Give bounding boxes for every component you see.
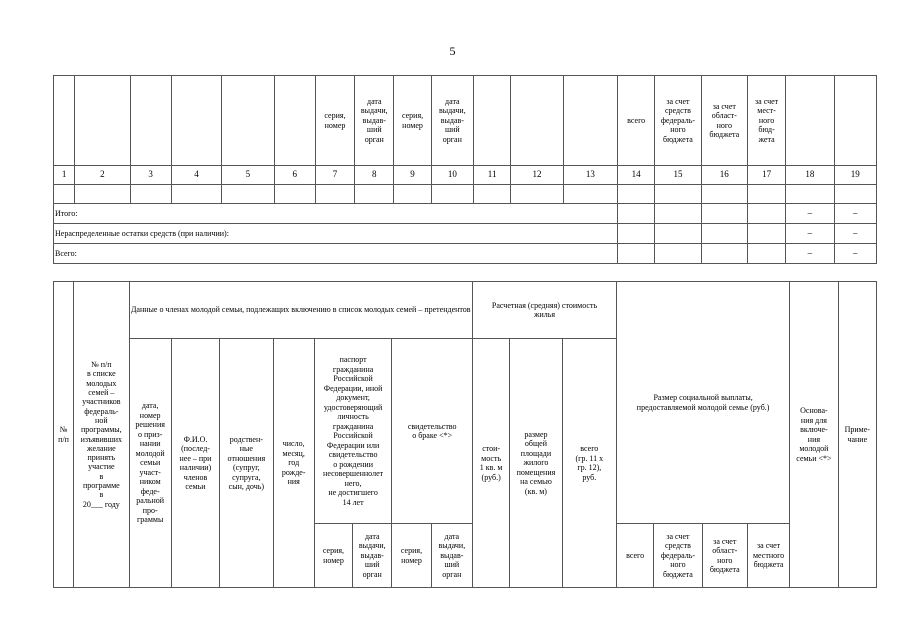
families-table-header bbox=[53, 281, 877, 588]
header-cell bbox=[511, 76, 563, 166]
header-row bbox=[54, 76, 877, 166]
column-number: 11 bbox=[473, 166, 510, 185]
column-number: 6 bbox=[274, 166, 315, 185]
column-number: 18 bbox=[786, 166, 834, 185]
header-local: за счет мест- ного бюд- жета bbox=[747, 76, 785, 166]
empty-cell bbox=[130, 185, 171, 204]
empty-cell bbox=[355, 185, 394, 204]
col-number-header: № п/п bbox=[54, 282, 74, 588]
summary-cell bbox=[747, 244, 785, 264]
empty-cell bbox=[473, 185, 510, 204]
column-number: 19 bbox=[834, 166, 876, 185]
summary-cell bbox=[747, 204, 785, 224]
summary-cell bbox=[701, 204, 747, 224]
column-number: 3 bbox=[130, 166, 171, 185]
cost-group-header: Расчетная (средняя) стоимость жилья bbox=[473, 282, 617, 339]
members-group-header: Данные о членах молодой семьи, подлежащих включению в список молодых семей – претендентов bbox=[129, 282, 472, 339]
payment-group-header: Размер социальной выплаты, предоставляемой молодой семье (руб.) bbox=[617, 282, 790, 524]
header-cell bbox=[786, 76, 834, 166]
summary-label: Итого: bbox=[54, 204, 618, 224]
column-number: 12 bbox=[511, 166, 563, 185]
summary-row-total bbox=[54, 204, 877, 224]
summary-cell bbox=[655, 244, 701, 264]
empty-cell bbox=[701, 185, 747, 204]
grounds-header: Основа- ния для включе- ния молодой семьи <*> bbox=[790, 282, 838, 588]
note-header: Приме- чание bbox=[838, 282, 876, 588]
summary-cell bbox=[701, 244, 747, 264]
empty-cell bbox=[747, 185, 785, 204]
summary-dash: – bbox=[834, 224, 876, 244]
header-federal: за счет средств федераль- ного бюджета bbox=[655, 76, 701, 166]
marriage-issue-header: дата выдачи, выдав- ший орган bbox=[431, 524, 472, 588]
column-number: 8 bbox=[355, 166, 394, 185]
header-cell bbox=[563, 76, 617, 166]
birth-date-header: число, месяц, год рожде- ния bbox=[273, 339, 314, 588]
empty-cell bbox=[315, 185, 354, 204]
column-number: 10 bbox=[431, 166, 473, 185]
empty-cell bbox=[394, 185, 431, 204]
header-cell bbox=[834, 76, 876, 166]
column-number: 1 bbox=[54, 166, 75, 185]
header-cell bbox=[171, 76, 221, 166]
families-table-continuation bbox=[53, 75, 877, 264]
fio-header: Ф.И.О. (послед- нее – при наличии) членов семьи bbox=[171, 339, 219, 588]
summary-cell bbox=[701, 224, 747, 244]
column-number: 4 bbox=[171, 166, 221, 185]
summary-dash: – bbox=[786, 224, 834, 244]
column-number: 13 bbox=[563, 166, 617, 185]
payment-federal-header: за счет средств федераль- ного бюджета bbox=[654, 524, 702, 588]
header-cell bbox=[130, 76, 171, 166]
column-number: 7 bbox=[315, 166, 354, 185]
header-series-number: серия, номер bbox=[315, 76, 354, 166]
header-cell bbox=[75, 76, 130, 166]
column-number: 5 bbox=[222, 166, 274, 185]
passport-header: паспорт гражданина Российской Федерации, иной документ, удостоверяющий личность гражданина Российской Федерации или свидетельство о рождении несовершеннолет него, не достигшего 14 лет bbox=[314, 339, 392, 524]
summary-dash: – bbox=[834, 204, 876, 224]
summary-row-grand-total bbox=[54, 244, 877, 264]
total-cost-header: всего (гр. 11 x гр. 12), руб. bbox=[562, 339, 616, 588]
area-header: размер общей площади жилого помещения на семью (кв. м) bbox=[510, 339, 562, 588]
column-number: 2 bbox=[75, 166, 130, 185]
relation-header: родствен- ные отношения (супруг, супруга, сын, дочь) bbox=[220, 339, 273, 588]
header-regional: за счет област- ного бюджета bbox=[701, 76, 747, 166]
column-numbers-row bbox=[54, 166, 877, 185]
column-number: 14 bbox=[618, 166, 655, 185]
column-number: 15 bbox=[655, 166, 701, 185]
header-series-number: серия, номер bbox=[394, 76, 431, 166]
empty-cell bbox=[75, 185, 130, 204]
empty-cell bbox=[54, 185, 75, 204]
empty-cell bbox=[171, 185, 221, 204]
header-cell bbox=[473, 76, 510, 166]
summary-row-remainder bbox=[54, 224, 877, 244]
passport-issue-header: дата выдачи, выдав- ший орган bbox=[353, 524, 392, 588]
empty-cell bbox=[431, 185, 473, 204]
passport-series-header: серия, номер bbox=[314, 524, 352, 588]
summary-cell bbox=[655, 204, 701, 224]
empty-cell bbox=[511, 185, 563, 204]
empty-cell bbox=[274, 185, 315, 204]
column-number: 17 bbox=[747, 166, 785, 185]
summary-dash: – bbox=[786, 244, 834, 264]
empty-row bbox=[54, 185, 877, 204]
column-number: 9 bbox=[394, 166, 431, 185]
empty-cell bbox=[222, 185, 274, 204]
header-cell bbox=[54, 76, 75, 166]
header-total: всего bbox=[618, 76, 655, 166]
header-issue-date: дата выдачи, выдав- ший орган bbox=[355, 76, 394, 166]
payment-local-header: за счет местного бюджета bbox=[747, 524, 789, 588]
col-list-number-header: № п/п в списке молодых семей – участников федераль- ной программы, изъявивших желание принять участие в программе в 20___ году bbox=[74, 282, 129, 588]
payment-total-header: всего bbox=[617, 524, 654, 588]
empty-cell bbox=[834, 185, 876, 204]
page-number: 5 bbox=[449, 44, 456, 58]
cost-per-meter-header: стои- мость 1 кв. м (руб.) bbox=[473, 339, 510, 588]
payment-regional-header: за счет област- ного бюджета bbox=[702, 524, 747, 588]
empty-cell bbox=[618, 185, 655, 204]
marriage-certificate-header: свидетельство о браке <*> bbox=[392, 339, 473, 524]
summary-label: Всего: bbox=[54, 244, 618, 264]
summary-dash: – bbox=[834, 244, 876, 264]
empty-cell bbox=[563, 185, 617, 204]
header-cell bbox=[274, 76, 315, 166]
summary-label: Нераспределенные остатки средств (при наличии): bbox=[54, 224, 618, 244]
summary-cell bbox=[655, 224, 701, 244]
summary-cell bbox=[747, 224, 785, 244]
summary-cell bbox=[618, 244, 655, 264]
summary-cell bbox=[618, 204, 655, 224]
empty-cell bbox=[786, 185, 834, 204]
header-issue-date: дата выдачи, выдав- ший орган bbox=[431, 76, 473, 166]
decision-date-header: дата, номер решения о приз- нании молодой семьи участ- ником феде- ральной про- граммы bbox=[129, 339, 171, 588]
header-cell bbox=[222, 76, 274, 166]
summary-dash: – bbox=[786, 204, 834, 224]
column-number: 16 bbox=[701, 166, 747, 185]
marriage-series-header: серия, номер bbox=[392, 524, 431, 588]
empty-cell bbox=[655, 185, 701, 204]
summary-cell bbox=[618, 224, 655, 244]
